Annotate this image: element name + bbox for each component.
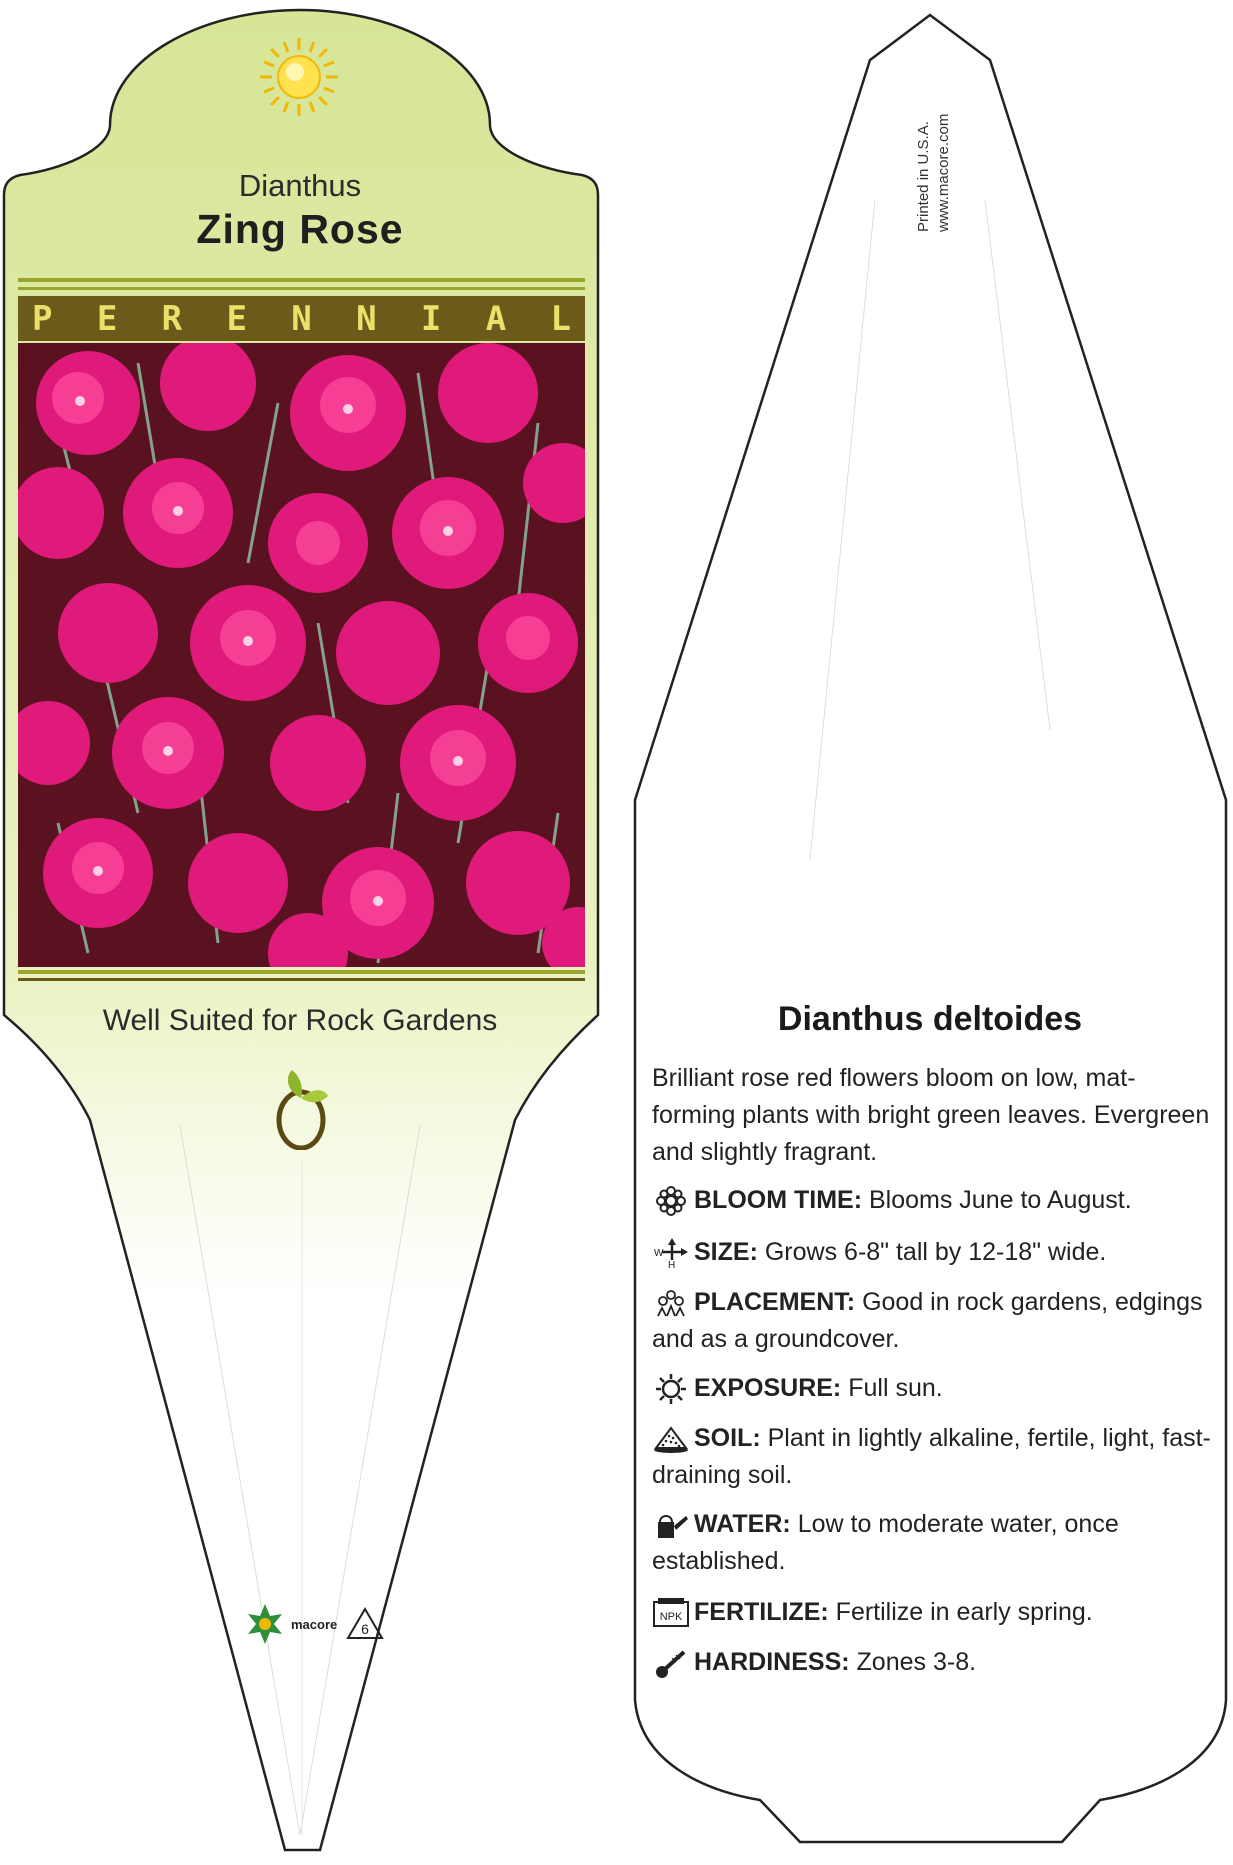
macore-logo-icon bbox=[247, 1604, 283, 1644]
thermometer-icon bbox=[652, 1648, 690, 1678]
care-exposure bbox=[652, 1370, 1212, 1407]
category-letter: E bbox=[96, 298, 118, 339]
care-text: Plant in lightly alkaline, fertile, light, fast-draining soil. bbox=[652, 1424, 1211, 1489]
care-label: SIZE: bbox=[694, 1238, 758, 1266]
npk-icon bbox=[652, 1598, 690, 1628]
bottom-stripe bbox=[18, 970, 585, 974]
flower-photo-illustration bbox=[18, 343, 585, 967]
brand-row bbox=[247, 1604, 385, 1644]
plant-genus: Dianthus bbox=[238, 168, 362, 203]
care-text: Good in rock gardens, edgings and as a groundcover. bbox=[652, 1288, 1203, 1353]
botanical-name: Dianthus deltoides bbox=[777, 1000, 1083, 1038]
category-band bbox=[18, 296, 585, 341]
recycle-icon bbox=[345, 1606, 385, 1642]
care-label: HARDINESS: bbox=[694, 1648, 850, 1676]
care-text: Low to moderate water, once established. bbox=[652, 1510, 1119, 1575]
care-water bbox=[652, 1506, 1212, 1580]
care-text: Full sun. bbox=[848, 1374, 943, 1402]
care-label: FERTILIZE: bbox=[694, 1598, 829, 1626]
category-letter: R bbox=[161, 298, 183, 339]
care-label: BLOOM TIME: bbox=[694, 1186, 863, 1214]
website-text: www.macore.com bbox=[935, 113, 952, 232]
category-letter: A bbox=[485, 298, 507, 339]
sun-outline-icon bbox=[652, 1374, 690, 1404]
height-letter: H bbox=[668, 1260, 676, 1269]
soil-icon bbox=[652, 1424, 690, 1454]
care-text: Zones 3-8. bbox=[856, 1648, 977, 1676]
category-letter: P bbox=[32, 298, 53, 339]
brand-name: macore bbox=[291, 1616, 338, 1632]
top-stripe-thin bbox=[18, 287, 585, 290]
recycle-code: 6 bbox=[361, 1621, 370, 1637]
sun-icon bbox=[258, 36, 340, 118]
care-hardiness bbox=[652, 1644, 1212, 1681]
width-letter: W bbox=[654, 1248, 664, 1260]
care-label: PLACEMENT: bbox=[694, 1288, 856, 1316]
care-size bbox=[652, 1234, 1212, 1271]
category-letter: N bbox=[356, 298, 377, 339]
care-fertilize bbox=[652, 1594, 1212, 1631]
flower-icon bbox=[652, 1186, 690, 1216]
category-letter: L bbox=[550, 298, 571, 339]
category-letter: E bbox=[226, 298, 247, 339]
care-label: EXPOSURE: bbox=[694, 1374, 842, 1402]
category-letter: N bbox=[291, 298, 312, 339]
top-stripe bbox=[18, 278, 585, 282]
care-text: Grows 6-8" tall by 12-18" wide. bbox=[764, 1238, 1107, 1266]
seedling-icon bbox=[270, 1068, 332, 1150]
care-label: WATER: bbox=[694, 1510, 791, 1538]
website-label bbox=[935, 92, 1005, 242]
plant-description: Brilliant rose red flowers bloom on low, mat-forming plants with bright green leaves. Evergreen and slightly fragrant. bbox=[652, 1064, 1210, 1166]
care-label: SOIL: bbox=[694, 1424, 761, 1452]
care-bloom-time bbox=[652, 1182, 1212, 1219]
plant-photo bbox=[18, 343, 585, 967]
category-letter: I bbox=[420, 298, 442, 339]
care-text: Blooms June to August. bbox=[868, 1186, 1132, 1214]
size-icon bbox=[652, 1238, 690, 1268]
tagline: Well Suited for Rock Gardens bbox=[102, 1004, 498, 1037]
printed-in-text: Printed in U.S.A. bbox=[915, 121, 932, 232]
care-soil bbox=[652, 1420, 1212, 1494]
placement-icon bbox=[652, 1288, 690, 1318]
plant-variety: Zing Rose bbox=[196, 206, 404, 252]
watering-can-icon bbox=[652, 1510, 690, 1540]
care-placement bbox=[652, 1284, 1212, 1358]
npk-label: NPK bbox=[659, 1611, 683, 1624]
bottom-stripe-dark bbox=[18, 978, 585, 981]
care-text: Fertilize in early spring. bbox=[835, 1598, 1093, 1626]
